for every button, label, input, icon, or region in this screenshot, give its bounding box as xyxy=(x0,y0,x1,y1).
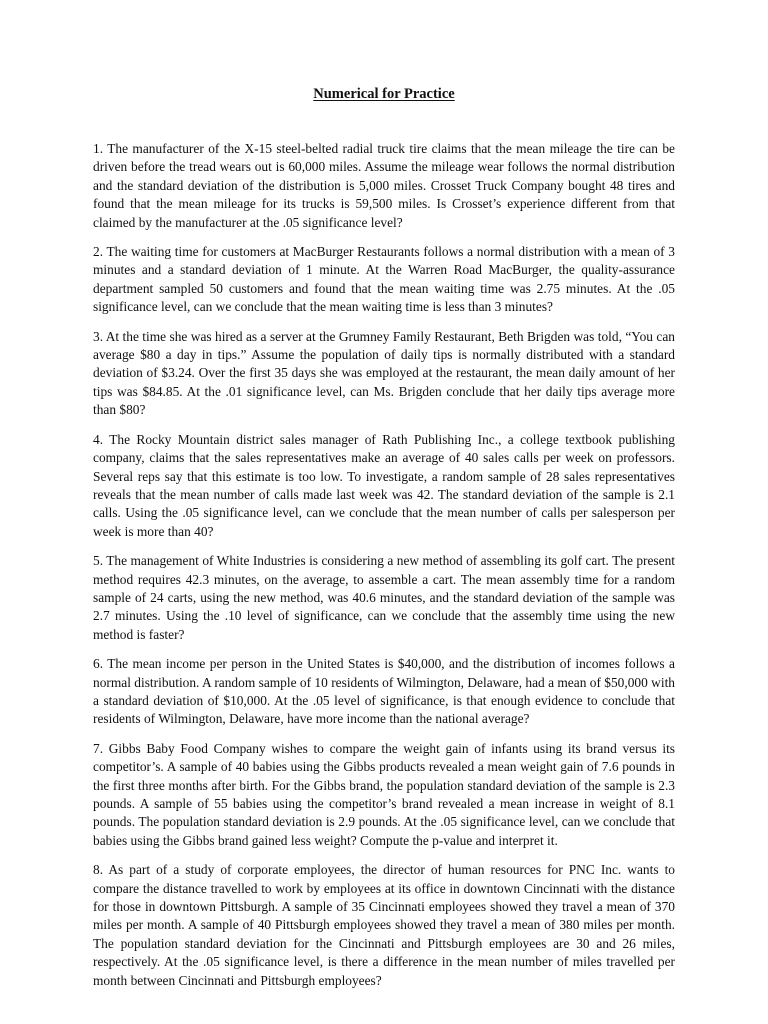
problem-8: 8. As part of a study of corporate employees, the director of human resources for PNC Inc. wants to compare the distance travelled to work by employees at its office in downtown Cincinnati with the distance for those in downtown Pittsburgh. A sample of 35 Cincinnati employees showed they travel a mean of 370 miles per month. A sample of 40 Pittsburgh employees showed they travel a mean of 380 miles per month. The population standard deviation for the Cincinnati and Pittsburgh employees are 30 and 26 miles, respectively. At the .05 significance level, is there a difference in the mean number of miles travelled per month between Cincinnati and Pittsburgh employees? xyxy=(93,862,675,988)
problem-4: 4. The Rocky Mountain district sales manager of Rath Publishing Inc., a college textbook publishing company, claims that the sales representatives make an average of 40 sales calls per week on professors. Several reps say that this estimate is too low. To investigate, a random sample of 28 sales representatives reveals that the mean number of calls made last week was 42. The standard deviation of the sample is 2.1 calls. Using the .05 significance level, can we conclude that the mean number of calls per salesperson per week is more than 40? xyxy=(93,431,675,539)
problem-1: 1. The manufacturer of the X-15 steel-belted radial truck tire claims that the mean mileage the tire can be driven before the tread wears out is 60,000 miles. Assume the mileage wear follows the normal distribution and the standard deviation of the distribution is 5,000 miles. Crosset Truck Company bought 48 tires and found that the mean mileage for its trucks is 59,500 miles. Is Crosset’s experience different from that claimed by the manufacturer at the .05 significance level? xyxy=(93,141,675,230)
problem-3: 3. At the time she was hired as a server at the Grumney Family Restaurant, Beth Brigden was told, “You can average $80 a day in tips.” Assume the population of daily tips is normally distributed with a standard deviation of $3.24. Over the first 35 days she was employed at the restaurant, the mean daily amount of her tips was $84.85. At the .01 significance level, can Ms. Brigden conclude that her daily tips average more than $80? xyxy=(93,328,675,418)
problem-7: 7. Gibbs Baby Food Company wishes to compare the weight gain of infants using its brand versus its competitor’s. A sample of 40 babies using the Gibbs products revealed a mean weight gain of 7.6 pounds in the first three months after birth. For the Gibbs brand, the population standard deviation of the sample is 2.3 pounds. A sample of 55 babies using the competitor’s brand revealed a mean increase in weight of 8.1 pounds. The population standard deviation is 2.9 pounds. At the .05 significance level, can we conclude that babies using the Gibbs brand gained less weight? Compute the p-value and interpret it. xyxy=(93,740,675,848)
problem-5: 5. The management of White Industries is considering a new method of assembling its golf cart. The present method requires 42.3 minutes, on the average, to assemble a cart. The mean assembly time for a random sample of 24 carts, using the new method, was 40.6 minutes, and the standard deviation of the sample was 2.7 minutes. Using the .10 level of significance, can we conclude that the assembly time using the new method is faster? xyxy=(93,553,675,642)
problem-2: 2. The waiting time for customers at MacBurger Restaurants follows a normal distribution with a mean of 3 minutes and a standard deviation of 1 minute. At the Warren Road MacBurger, the quality-assurance department sampled 50 customers and found that the mean waiting time was 2.75 minutes. At the .05 significance level, can we conclude that the mean waiting time is less than 3 minutes? xyxy=(93,244,675,315)
problem-6: 6. The mean income per person in the United States is $40,000, and the distribution of incomes follows a normal distribution. A random sample of 10 residents of Wilmington, Delaware, had a mean of $50,000 with a standard deviation of $10,000. At the .05 level of significance, is that enough evidence to conclude that residents of Wilmington, Delaware, have more income than the national average? xyxy=(93,656,675,727)
problem-list xyxy=(93,140,675,1001)
page-title: Numerical for Practice xyxy=(313,86,455,102)
